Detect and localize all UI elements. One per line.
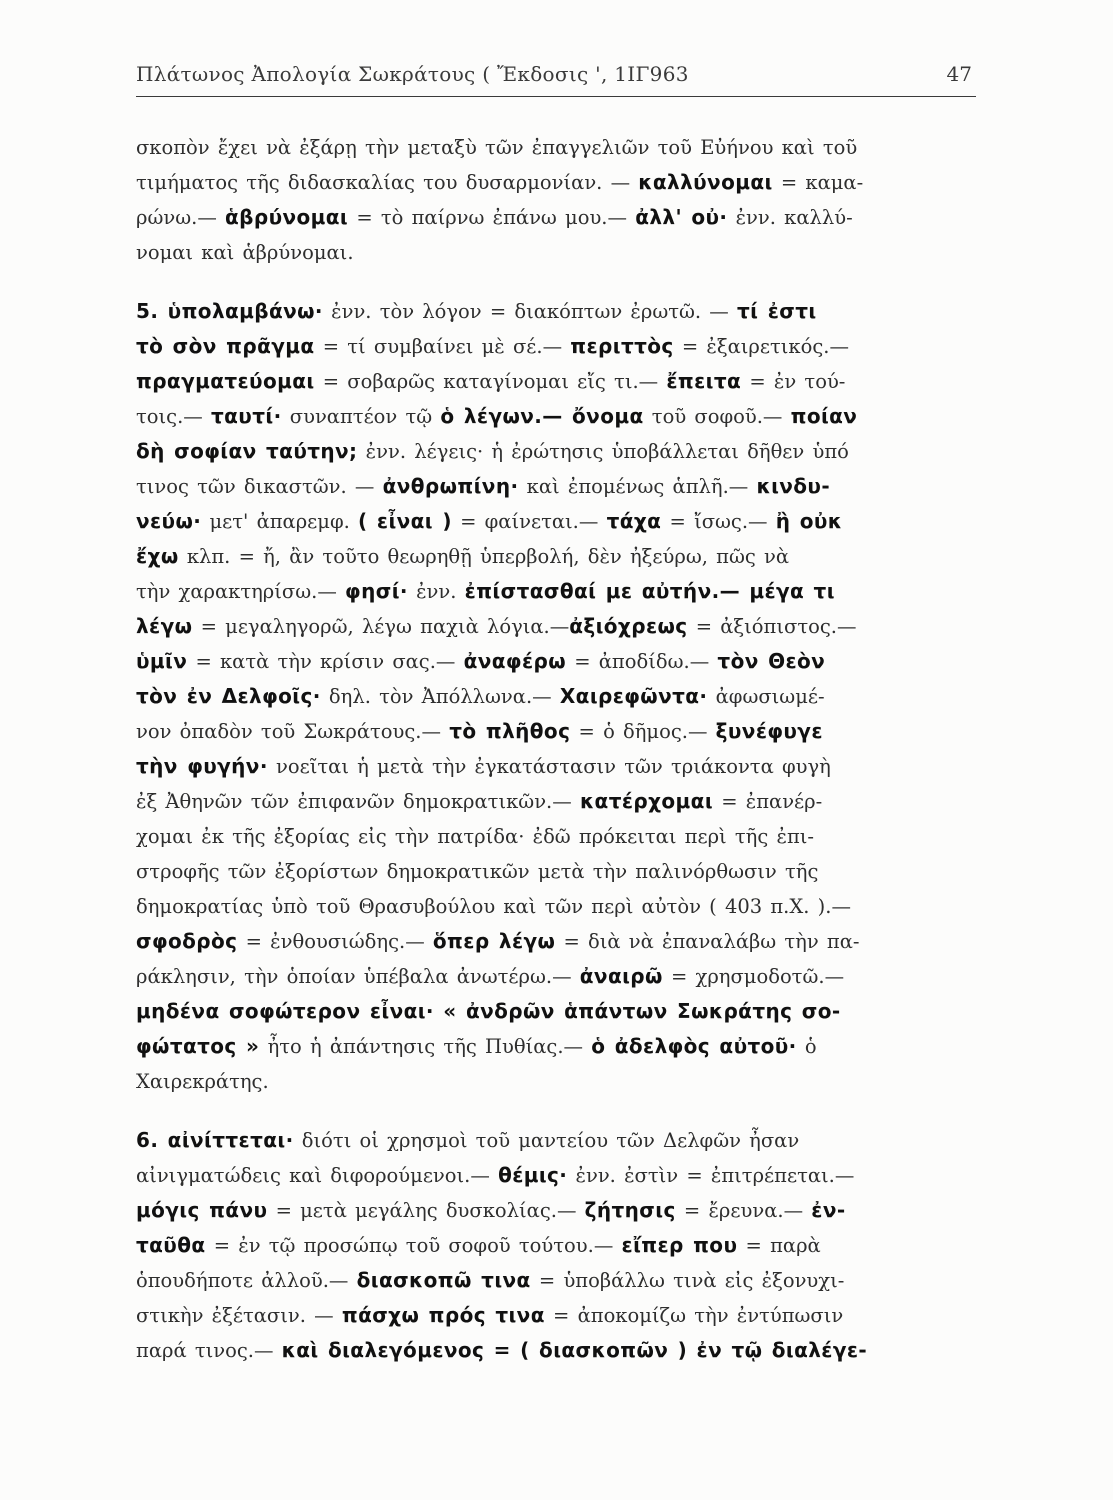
lemma-term: περιττὸς xyxy=(570,334,674,358)
text-line xyxy=(136,434,978,469)
gloss-text: μετ' ἀπαρεμφ. xyxy=(201,510,359,533)
gloss-text: = μετὰ μεγάλης δυσκολίας.— xyxy=(267,1199,585,1222)
gloss-text: ἀφωσιωμέ- xyxy=(707,685,825,708)
lemma-term: Χαιρεφῶντα· xyxy=(559,684,708,708)
lemma-term: τὸ πλῆθος xyxy=(449,719,571,743)
text-line xyxy=(136,924,978,959)
lemma-term: τὸν Θεὸν xyxy=(717,649,826,673)
gloss-text: δηλ. τὸν Ἀπόλλωνα.— xyxy=(320,685,560,708)
paragraph-gap xyxy=(136,1099,978,1123)
lemma-term: ὑμῖν xyxy=(136,649,188,673)
lemma-term: ζήτησις xyxy=(584,1198,676,1222)
gloss-text: ράκλησιν, τὴν ὁποίαν ὑπέβαλα ἀνωτέρω.— xyxy=(136,965,580,988)
gloss-text: τοις.— xyxy=(136,405,211,428)
lemma-term: νεύω· xyxy=(136,509,202,533)
lemma-term: ποίαν xyxy=(790,404,858,428)
lemma-term: θέμις· xyxy=(498,1163,568,1187)
text-line xyxy=(136,889,978,924)
gloss-text: = ἀποδίδω.— xyxy=(566,650,718,673)
gloss-text: νομαι καὶ ἁβρύνομαι. xyxy=(136,241,354,264)
lemma-term: τὴν φυγήν· xyxy=(136,754,268,778)
lemma-term: πραγματεύομαι xyxy=(136,369,315,393)
paragraph-gap xyxy=(136,270,978,294)
lemma-term: κινδυ- xyxy=(756,474,831,498)
text-line xyxy=(136,1298,978,1333)
lemma-term: εἴπερ που xyxy=(621,1233,738,1257)
lemma-term: 6. αἰνίττεται· xyxy=(136,1128,294,1152)
text-line xyxy=(136,1193,978,1228)
text-line xyxy=(136,235,978,270)
gloss-text: ἐξ Ἀθηνῶν τῶν ἐπιφανῶν δημοκρατικῶν.— xyxy=(136,790,580,813)
gloss-text: = ἔρευνα.— xyxy=(675,1199,812,1222)
text-line xyxy=(136,749,978,784)
lemma-term: κατέρχομαι xyxy=(579,789,714,813)
lemma-term: ὅπερ λέγω xyxy=(432,929,556,953)
gloss-text: ἐνν. καλλύ- xyxy=(727,206,853,229)
gloss-text: νον ὀπαδὸν τοῦ Σωκράτους.— xyxy=(136,720,450,743)
text-line xyxy=(136,294,978,329)
paragraph xyxy=(136,1123,978,1368)
lemma-term: καλλύνομαι xyxy=(638,170,773,194)
text-line xyxy=(136,329,978,364)
lemma-term: ταῦθα xyxy=(136,1233,206,1257)
gloss-text: σκοπὸν ἔχει νὰ ἐξάρῃ τὴν μεταξὺ τῶν ἐπαγγελιῶν τοῦ Εὐήνου καὶ τοῦ xyxy=(136,136,858,159)
text-line xyxy=(136,1333,978,1368)
lemma-term: ἀξιόχρεως xyxy=(569,614,688,638)
gloss-text: = χρησμοδοτῶ.— xyxy=(662,965,845,988)
text-line xyxy=(136,574,978,609)
text-line xyxy=(136,644,978,679)
text-line xyxy=(136,469,978,504)
gloss-text: κλπ. = ἤ, ἂν τοῦτο θεωρηθῇ ὑπερβολή, δὲν ἠξεύρω, πῶς νὰ xyxy=(178,545,789,568)
gloss-text: ἦτο ἡ ἀπάντησις τῆς Πυθίας.— xyxy=(259,1035,592,1058)
lemma-term: μηδένα σοφώτερον εἶναι· « ἀνδρῶν ἁπάντων Σωκράτης σο- xyxy=(136,999,841,1023)
text-line xyxy=(136,399,978,434)
gloss-text: = διὰ νὰ ἐπαναλάβω τὴν πα- xyxy=(555,930,860,953)
text-line xyxy=(136,1029,978,1064)
lemma-term: ὁ ἀδελφὸς αὐτοῦ· xyxy=(591,1034,797,1058)
gloss-text: νοεῖται ἡ μετὰ τὴν ἐγκατάστασιν τῶν τριάκοντα φυγὴ xyxy=(267,755,831,778)
text-line xyxy=(136,854,978,889)
gloss-text: = ἐν τού- xyxy=(741,370,846,393)
gloss-text: = ἀξιόπιστος.— xyxy=(687,615,857,638)
gloss-text: = ὁ δῆμος.— xyxy=(570,720,716,743)
paragraph xyxy=(136,294,978,1099)
gloss-text: ἐνν. xyxy=(407,580,465,603)
gloss-text: = μεγαληγορῶ, λέγω παχιὰ λόγια.— xyxy=(192,615,570,638)
lemma-term: σφοδρὸς xyxy=(136,929,238,953)
text-line xyxy=(136,959,978,994)
lemma-term: φώτατος » xyxy=(136,1034,260,1058)
gloss-text: = ἐν τῷ προσώπῳ τοῦ σοφοῦ τούτου.— xyxy=(205,1234,622,1257)
text-line xyxy=(136,364,978,399)
lemma-term: ἐν- xyxy=(811,1198,846,1222)
gloss-text: χομαι ἐκ τῆς ἐξορίας εἰς τὴν πατρίδα· ἐδῶ πρόκειται περὶ τῆς ἐπι- xyxy=(136,825,814,848)
gloss-text: καὶ ἐπομένως ἁπλῆ.— xyxy=(518,475,757,498)
gloss-text: τινος τῶν δικαστῶν. — xyxy=(136,475,383,498)
lemma-term: ἐπίστασθαί με αὐτήν.— μέγα τι xyxy=(464,579,835,603)
gloss-text: = τὸ παίρνω ἐπάνω μου.— xyxy=(348,206,636,229)
gloss-text: = ἀποκομίζω τὴν ἐντύπωσιν xyxy=(544,1304,844,1327)
gloss-text: = ἴσως.— xyxy=(661,510,776,533)
text-line xyxy=(136,609,978,644)
gloss-text: ὁ xyxy=(796,1035,817,1058)
gloss-text: τὴν χαρακτηρίσω.— xyxy=(136,580,346,603)
text-line xyxy=(136,1123,978,1158)
text-line xyxy=(136,1064,978,1099)
lemma-term: διασκοπῶ τινα xyxy=(356,1268,531,1292)
gloss-text: = σοβαρῶς καταγίνομαι εἴς τι.— xyxy=(314,370,667,393)
gloss-text: Χαιρεκράτης. xyxy=(136,1070,269,1093)
lemma-term: πάσχω πρός τινα xyxy=(341,1303,545,1327)
lemma-term: ἀναιρῶ xyxy=(579,964,663,988)
running-header xyxy=(136,60,976,97)
gloss-text: δημοκρατίας ὑπὸ τοῦ Θρασυβούλου καὶ τῶν περὶ αὐτὸν ( 403 π.Χ. ).— xyxy=(136,895,851,918)
gloss-text: = ὑποβάλλω τινὰ εἰς ἐξονυχι- xyxy=(530,1269,845,1292)
lemma-term: τὸν ἐν Δελφοῖς· xyxy=(136,684,321,708)
lemma-term: ὁ λέγων.— ὄνομα xyxy=(440,404,644,428)
lemma-term: τί ἐστι xyxy=(737,299,817,323)
page-number: 47 xyxy=(946,62,972,86)
commentary-body xyxy=(136,130,978,1368)
lemma-term: ἁβρύνομαι xyxy=(225,205,349,229)
text-line xyxy=(136,714,978,749)
lemma-term: ( εἶναι ) xyxy=(358,509,452,533)
gloss-text: συναπτέον τῷ xyxy=(281,405,441,428)
text-line xyxy=(136,1228,978,1263)
gloss-text: στροφῆς τῶν ἐξορίστων δημοκρατικῶν μετὰ τὴν παλινόρθωσιν τῆς xyxy=(136,860,819,883)
gloss-text: ρώνω.— xyxy=(136,206,226,229)
lemma-term: λέγω xyxy=(136,614,193,638)
gloss-text: παρά τινος.— xyxy=(136,1339,282,1362)
gloss-text: = ἐπανέρ- xyxy=(713,790,823,813)
lemma-term: φησί· xyxy=(345,579,408,603)
text-line xyxy=(136,165,978,200)
lemma-term: ἀναφέρω xyxy=(463,649,567,673)
gloss-text: αἰνιγματώδεις καὶ διφορούμενοι.— xyxy=(136,1164,499,1187)
lemma-term: ἀλλ' οὐ· xyxy=(635,205,728,229)
gloss-text: = τί συμβαίνει μὲ σέ.— xyxy=(314,335,571,358)
gloss-text: = ἐνθουσιώδης.— xyxy=(237,930,433,953)
lemma-term: ἀνθρωπίνη· xyxy=(382,474,519,498)
text-line xyxy=(136,819,978,854)
gloss-text: = φαίνεται.— xyxy=(451,510,607,533)
lemma-term: ἔχω xyxy=(136,544,179,568)
header-title: Πλάτωνος Ἀπολογία Σωκράτους ( Ἔκδοσις ', 1ΙΓ963 xyxy=(136,62,689,86)
text-line xyxy=(136,200,978,235)
text-line xyxy=(136,1158,978,1193)
gloss-text: τοῦ σοφοῦ.— xyxy=(643,405,791,428)
gloss-text: τιμήματος τῆς διδασκαλίας του δυσαρμονίαν. — xyxy=(136,171,639,194)
text-line xyxy=(136,504,978,539)
text-line xyxy=(136,994,978,1029)
text-line xyxy=(136,130,978,165)
lemma-term: τάχα xyxy=(606,509,662,533)
gloss-text: ἐνν. ἐστὶν = ἐπιτρέπεται.— xyxy=(567,1164,855,1187)
gloss-text: διότι οἱ χρησμοὶ τοῦ μαντείου τῶν Δελφῶν ἦσαν xyxy=(293,1129,800,1152)
gloss-text: = παρὰ xyxy=(737,1234,821,1257)
text-line xyxy=(136,679,978,714)
text-line xyxy=(136,1263,978,1298)
lemma-term: ἔπειτα xyxy=(666,369,742,393)
lemma-term: τὸ σὸν πρᾶγμα xyxy=(136,334,315,358)
lemma-term: ἢ οὐκ xyxy=(775,509,843,533)
gloss-text: ὁπουδήποτε ἀλλοῦ.— xyxy=(136,1269,357,1292)
gloss-text: = ἐξαιρετικός.— xyxy=(673,335,849,358)
lemma-term: ταυτί· xyxy=(211,404,282,428)
gloss-text: = καμα- xyxy=(772,171,864,194)
gloss-text: = κατὰ τὴν κρίσιν σας.— xyxy=(187,650,464,673)
text-line xyxy=(136,539,978,574)
text-line xyxy=(136,784,978,819)
gloss-text: ἐνν. λέγεις· ἡ ἐρώτησις ὑποβάλλεται δῆθεν ὑπό xyxy=(357,440,849,463)
lemma-term: δὴ σοφίαν ταύτην; xyxy=(136,439,358,463)
gloss-text: στικὴν ἐξέτασιν. — xyxy=(136,1304,342,1327)
paragraph xyxy=(136,130,978,270)
lemma-term: 5. ὑπολαμβάνω· xyxy=(136,299,323,323)
lemma-term: ξυνέφυγε xyxy=(715,719,823,743)
lemma-term: καὶ διαλεγόμενος = ( διασκοπῶν ) ἐν τῷ διαλέγε- xyxy=(281,1338,868,1362)
lemma-term: μόγις πάνυ xyxy=(136,1198,268,1222)
gloss-text: ἐνν. τὸν λόγον = διακόπτων ἐρωτῶ. — xyxy=(322,300,738,323)
